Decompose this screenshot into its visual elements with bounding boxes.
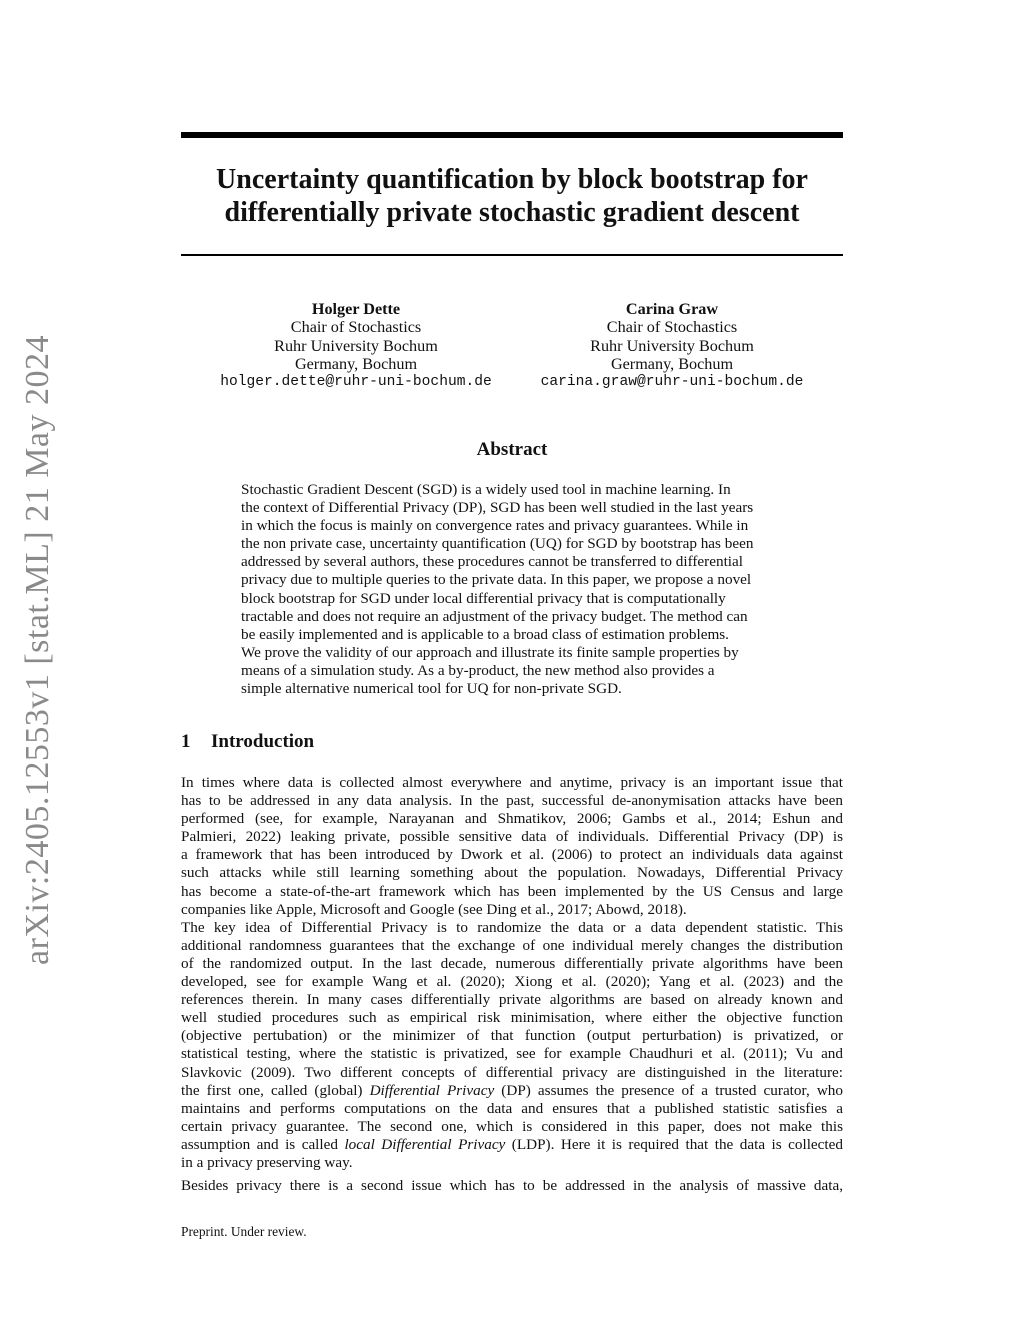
abstract-line: simple alternative numerical tool for UQ for non-private SGD. <box>241 680 622 698</box>
title-line-1: Uncertainty quantification by block bootstrap for <box>216 164 808 195</box>
intro-line: (objective pertubation) or the minimizer of that function (output perturbation) is privatized, or <box>181 1027 843 1045</box>
intro-line: The key idea of Differential Privacy is to randomize the data or a data dependent statistic. This <box>181 918 843 936</box>
intro-line: In times where data is collected almost everywhere and anytime, privacy is an important issue that <box>181 774 843 791</box>
abstract-line: addressed by several authors, these procedures cannot be transferred to differential <box>241 553 743 571</box>
abstract-line: the context of Differential Privacy (DP), SGD has been well studied in the last years <box>241 499 754 517</box>
intro-text: (LDP). Here it is required that the data is collected <box>505 1135 843 1153</box>
intro-line: has to be addressed in any data analysis. In the past, successful de-anonymisation attacks have been <box>181 792 843 810</box>
title-top-rule <box>181 132 843 138</box>
intro-line: in a privacy preserving way. <box>181 1153 353 1171</box>
intro-line: such attacks while still learning something about the population. Nowadays, Differential Privacy <box>181 864 843 882</box>
abstract-line: block bootstrap for SGD under local differential privacy that is computationally <box>241 589 726 607</box>
abstract-line: We prove the validity of our approach and illustrate its finite sample properties by <box>241 643 739 661</box>
intro-line: Slavkovic (2009). Two different concepts of differential privacy are distinguished in the literature: <box>181 1063 843 1081</box>
author-email[interactable]: holger.dette@ruhr-uni-bochum.de <box>220 374 492 391</box>
intro-line: of the randomized output. In the last decade, numerous differentially private algorithms have been <box>181 954 843 972</box>
author-university: Ruhr University Bochum <box>590 336 754 355</box>
intro-line: developed, see for example Wang et al. (2020); Xiong et al. (2020); Yang et al. (2023) and the <box>181 973 843 991</box>
intro-text: assumption and is called <box>181 1135 345 1153</box>
intro-line: Palmieri, 2022) leaking private, possible sensitive data of individuals. Differential Privacy (DP) is <box>181 828 843 846</box>
intro-line: a framework that has been introduced by Dwork et al. (2006) to protect an individuals data against <box>181 846 843 864</box>
intro-emphasis: local Differential Privacy <box>344 1135 506 1153</box>
intro-line <box>181 1082 843 1100</box>
intro-line: references therein. In many cases differentially private algorithms are based on already known and <box>181 991 843 1009</box>
author-block-graw <box>507 300 837 391</box>
author-affiliation: Chair of Stochastics <box>290 318 422 337</box>
intro-line: certain privacy guarantee. The second one, which is considered in this paper, does not make this <box>181 1117 843 1135</box>
intro-line: performed (see, for example, Narayanan and Shmatikov, 2006; Gambs et al., 2014; Eshun and <box>181 810 843 828</box>
abstract-line: privacy due to multiple queries to the private data. In this paper, we propose a novel <box>241 571 752 589</box>
intro-line: additional randomness guarantees that the exchange of one individual merely changes the distribution <box>181 936 843 954</box>
intro-emphasis: Differential Privacy <box>369 1081 495 1099</box>
author-affiliation: Chair of Stochastics <box>606 318 738 337</box>
intro-line: has become a state-of-the-art framework which has been implemented by the US Census and large <box>181 882 843 900</box>
footer-note: Preprint. Under review. <box>181 1224 307 1239</box>
author-location: Germany, Bochum <box>610 354 734 373</box>
paper-title <box>181 163 843 229</box>
intro-line: well studied procedures such as empirical risk minimisation, where either the objective function <box>181 1009 843 1027</box>
abstract-line: means of a simulation study. As a by-product, the new method also provides a <box>241 661 715 679</box>
author-location: Germany, Bochum <box>294 354 418 373</box>
author-name: Holger Dette <box>311 300 401 318</box>
intro-line: Besides privacy there is a second issue which has to be addressed in the analysis of massive data, <box>181 1177 843 1195</box>
title-bottom-rule <box>181 254 843 256</box>
author-name: Carina Graw <box>625 300 719 318</box>
abstract-line: Stochastic Gradient Descent (SGD) is a widely used tool in machine learning. In <box>241 481 731 498</box>
intro-text: the first one, called (global) <box>181 1081 370 1099</box>
abstract-body <box>241 481 786 698</box>
section-number: 1 <box>181 731 191 752</box>
intro-text: (DP) assumes the presence of a trusted curator, who <box>494 1081 843 1099</box>
section-heading-introduction <box>181 731 314 753</box>
abstract-line: tractable and does not require an adjustment of the privacy budget. The method can <box>241 607 748 625</box>
title-line-2: differentially private stochastic gradient descent <box>224 197 800 228</box>
abstract-heading: Abstract <box>476 439 548 460</box>
abstract-line: be easily implemented and is applicable to a broad class of estimation problems. <box>241 625 729 643</box>
arxiv-identifier-stamp <box>17 334 59 966</box>
intro-line: maintains and performs computations on the data and ensures that a published statistic satisfies a <box>181 1099 843 1117</box>
abstract-line: the non private case, uncertainty quantification (UQ) for SGD by bootstrap has been <box>241 535 754 553</box>
author-university: Ruhr University Bochum <box>274 336 438 355</box>
author-block-dette <box>191 300 521 391</box>
arxiv-stamp-text: arXiv:2405.12553v1 [stat.ML] 21 May 2024 <box>19 334 57 966</box>
abstract-line: in which the focus is mainly on convergence rates and privacy guarantees. While in <box>241 517 749 535</box>
introduction-body <box>181 774 843 1195</box>
intro-line <box>181 1136 843 1154</box>
intro-line: statistical testing, where the statistic is privatized, see for example Chaudhuri et al. (2011); Vu and <box>181 1045 843 1063</box>
intro-line: companies like Apple, Microsoft and Google (see Ding et al., 2017; Abowd, 2018). <box>181 900 687 918</box>
author-email[interactable]: carina.graw@ruhr-uni-bochum.de <box>540 374 804 391</box>
section-title: Introduction <box>211 731 315 752</box>
